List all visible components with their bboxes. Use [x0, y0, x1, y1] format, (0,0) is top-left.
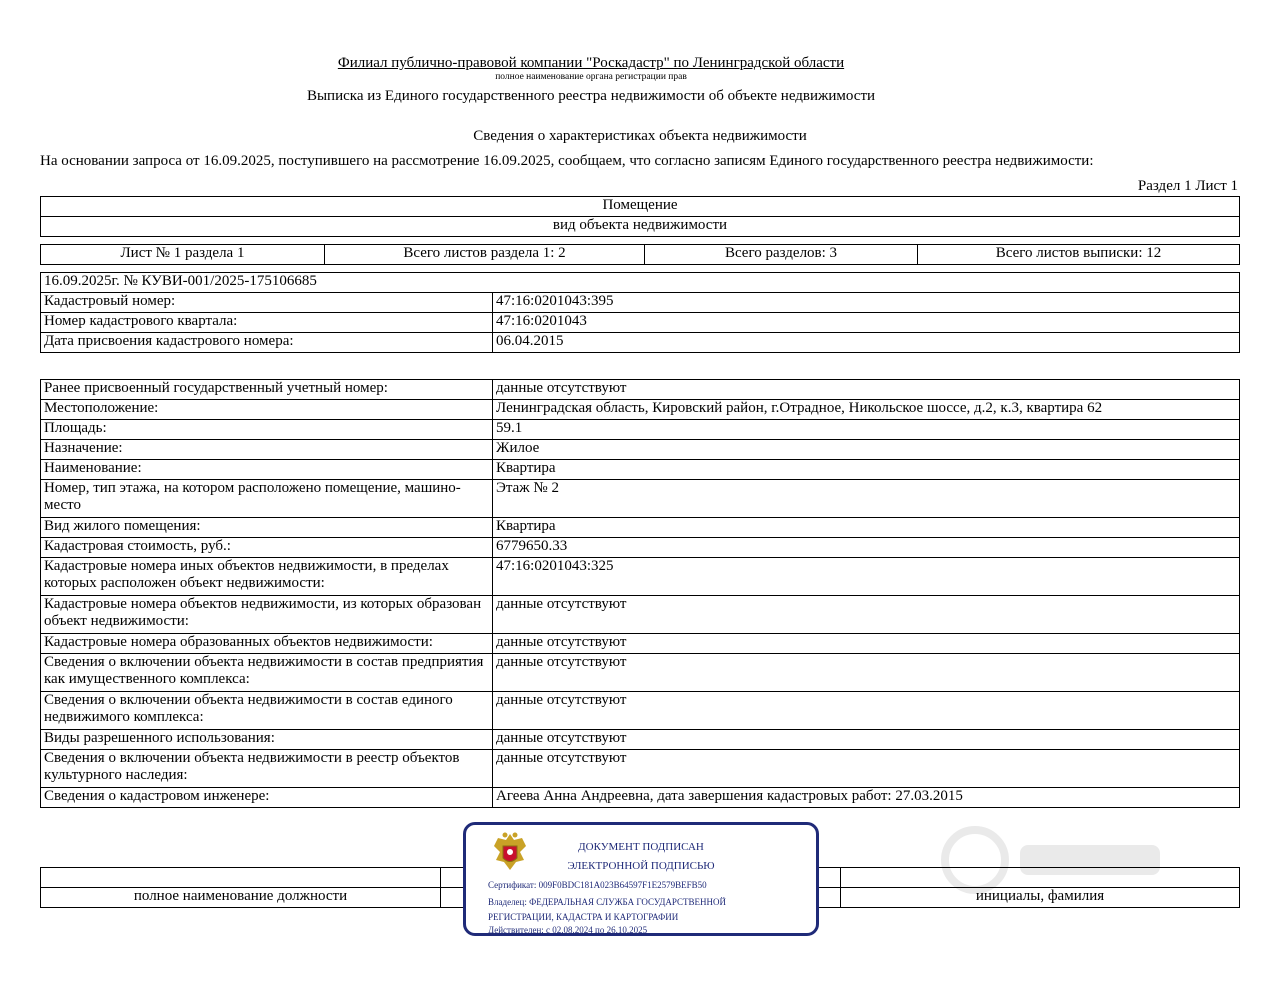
table-row: [41, 420, 1240, 440]
table-row: [41, 293, 1240, 313]
electronic-signature-stamp: [463, 822, 819, 936]
row-label: Кадастровые номера образованных объектов недвижимости:: [41, 634, 493, 654]
row-value: данные отсутствуют: [493, 596, 1240, 634]
object-type-table: [40, 196, 1240, 237]
position-caption: полное наименование должности: [41, 888, 441, 908]
row-value: Квартира: [493, 460, 1240, 480]
sections-total: Всего разделов: 3: [645, 245, 918, 265]
stamp-certificate: Сертификат: 009F0BDC181A023B64597F1E2579BEFB50: [488, 880, 707, 890]
stamp-line-1: ДОКУМЕНТ ПОДПИСАН: [578, 841, 704, 853]
row-value: данные отсутствуют: [493, 750, 1240, 788]
row-label: Сведения о включении объекта недвижимости в состав единого недвижимого комплекса:: [41, 692, 493, 730]
name-caption: инициалы, фамилия: [841, 888, 1240, 908]
row-label: Местоположение:: [41, 400, 493, 420]
table-row: [41, 750, 1240, 788]
table-row: [41, 634, 1240, 654]
row-value: 6779650.33: [493, 538, 1240, 558]
row-label: Назначение:: [41, 440, 493, 460]
row-value: 59.1: [493, 420, 1240, 440]
row-value: данные отсутствуют: [493, 634, 1240, 654]
org-name: Филиал публично-правовой компании "Роскадастр" по Ленинградской области: [337, 55, 845, 71]
table-row: [41, 400, 1240, 420]
table-row: [41, 538, 1240, 558]
sheets-in-section: Всего листов раздела 1: 2: [325, 245, 645, 265]
row-label: Сведения о включении объекта недвижимости в состав предприятия как имущественного комплекса:: [41, 654, 493, 692]
table-row: [41, 518, 1240, 538]
sheet-number: Лист № 1 раздела 1: [41, 245, 325, 265]
table-row: [41, 380, 1240, 400]
row-value: 06.04.2015: [493, 333, 1240, 353]
row-label: Ранее присвоенный государственный учетный номер:: [41, 380, 493, 400]
stamp-line-2: ЭЛЕКТРОННОЙ ПОДПИСЬЮ: [567, 860, 715, 872]
row-label: Номер кадастрового квартала:: [41, 313, 493, 333]
row-label: Кадастровые номера иных объектов недвижимости, в пределах которых расположен объект недвижимости:: [41, 558, 493, 596]
row-label: Сведения о кадастровом инженере:: [41, 788, 493, 808]
table-row: [41, 788, 1240, 808]
table-row: [41, 558, 1240, 596]
row-value: данные отсутствуют: [493, 730, 1240, 750]
row-label: Вид жилого помещения:: [41, 518, 493, 538]
table-row: [41, 730, 1240, 750]
table-row: [41, 333, 1240, 353]
row-label: Кадастровая стоимость, руб.:: [41, 538, 493, 558]
row-value: данные отсутствуют: [493, 654, 1240, 692]
row-label: Кадастровый номер:: [41, 293, 493, 313]
row-label: Наименование:: [41, 460, 493, 480]
intro-text: На основании запроса от 16.09.2025, поступившего на рассмотрение 16.09.2025, сообщаем, что согласно записям Единого государственного реестра недвижимости:: [40, 153, 1094, 169]
table-row: [41, 460, 1240, 480]
position-cell: [41, 868, 441, 888]
row-value: данные отсутствуют: [493, 380, 1240, 400]
document-title: Выписка из Единого государственного реестра недвижимости об объекте недвижимости: [306, 88, 876, 104]
table-row: [41, 313, 1240, 333]
row-value: Жилое: [493, 440, 1240, 460]
sheets-table: [40, 244, 1240, 265]
table-row: [41, 596, 1240, 634]
row-label: Дата присвоения кадастрового номера:: [41, 333, 493, 353]
row-value: Агеева Анна Андреевна, дата завершения кадастровых работ: 27.03.2015: [493, 788, 1240, 808]
table-row: [41, 692, 1240, 730]
row-label: Кадастровые номера объектов недвижимости, из которых образован объект недвижимости:: [41, 596, 493, 634]
row-label: Сведения о включении объекта недвижимости в реестр объектов культурного наследия:: [41, 750, 493, 788]
table-row: [41, 480, 1240, 518]
table-row: [41, 440, 1240, 460]
row-value: 47:16:0201043: [493, 313, 1240, 333]
object-type-caption: вид объекта недвижимости: [41, 217, 1240, 237]
stamp-validity: Действителен: с 02.08.2024 по 26.10.2025: [488, 925, 648, 935]
row-value: данные отсутствуют: [493, 692, 1240, 730]
row-value: Квартира: [493, 518, 1240, 538]
request-reference: 16.09.2025г. № КУВИ-001/2025-175106685: [41, 273, 1240, 293]
object-type-value: Помещение: [41, 197, 1240, 217]
basic-info-table: [40, 272, 1240, 353]
table-row: [41, 654, 1240, 692]
sheets-total: Всего листов выписки: 12: [918, 245, 1240, 265]
section-title: Сведения о характеристиках объекта недвижимости: [473, 128, 807, 144]
details-table: [40, 379, 1240, 808]
section-sheet-label: Раздел 1 Лист 1: [1137, 178, 1238, 194]
row-label: Номер, тип этажа, на котором расположено помещение, машино-место: [41, 480, 493, 518]
org-caption: полное наименование органа регистрации прав: [495, 72, 687, 82]
stamp-owner-1: Владелец: ФЕДЕРАЛЬНАЯ СЛУЖБА ГОСУДАРСТВЕННОЙ: [488, 897, 727, 907]
row-value: Ленинградская область, Кировский район, г.Отрадное, Никольское шоссе, д.2, к.3, квартира 62: [493, 400, 1240, 420]
row-value: 47:16:0201043:325: [493, 558, 1240, 596]
row-value: Этаж № 2: [493, 480, 1240, 518]
cian-logo-watermark: [935, 820, 1175, 900]
stamp-owner-2: РЕГИСТРАЦИИ, КАДАСТРА И КАРТОГРАФИИ: [488, 912, 679, 922]
row-label: Виды разрешенного использования:: [41, 730, 493, 750]
row-value: 47:16:0201043:395: [493, 293, 1240, 313]
row-label: Площадь:: [41, 420, 493, 440]
